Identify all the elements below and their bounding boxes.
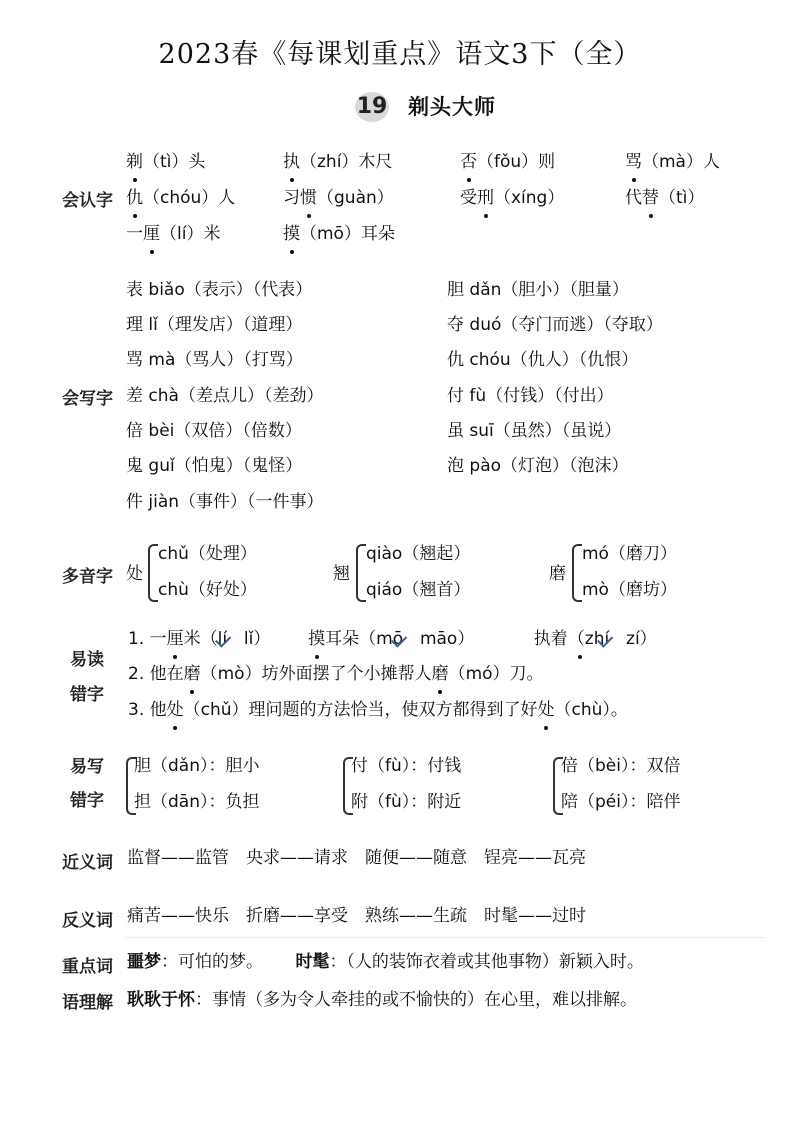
recognize-item: 剃（tì）头 (126, 148, 205, 176)
polyphone-reading: mó（磨刀） (582, 544, 677, 564)
synonyms-text: 监督——监管 央求——请求 随便——随意 锃亮——瓦亮 (127, 848, 586, 868)
section-label-write: 会写字 (62, 389, 113, 409)
write-item: 差 chà（差点儿）（差劲） (126, 386, 324, 406)
section-label-polyphone: 多音字 (62, 567, 113, 587)
miswrite-item: 担（dān）：负担 (134, 792, 260, 812)
polyphone-char: 翘 (333, 564, 350, 584)
polyphone-char: 磨 (549, 564, 566, 584)
miswrite-item: 附（fù）：附近 (351, 792, 462, 812)
recognize-item: 一厘（lí）米 (126, 220, 220, 248)
recognize-item: 习惯（guàn） (283, 184, 394, 212)
section-label-miswrite-2: 错字 (70, 791, 104, 811)
write-item: 件 jiàn（事件）（一件事） (126, 492, 324, 512)
recognize-item: 仇（chóu）人 (126, 184, 235, 212)
section-label-misread-2: 错字 (70, 685, 104, 705)
write-item: 泡 pào（灯泡）（泡沫） (447, 456, 629, 476)
section-label-antonyms: 反义词 (62, 911, 113, 931)
write-item: 鬼 guǐ（怕鬼）（鬼怪） (126, 456, 303, 476)
polyphone-reading: chù（好处） (158, 580, 257, 600)
misread-line-2: 2. 他在磨（mò）坊外面摆了个小摊帮人磨（mó）刀。 (128, 660, 544, 688)
write-item: 夺 duó（夺门而逃）（夺取） (447, 315, 663, 335)
section-label-miswrite: 易写 (70, 757, 104, 777)
polyphone-reading: qiáo（翘首） (366, 580, 471, 600)
polyphone-reading: chǔ（处理） (158, 544, 257, 564)
section-label-recognize: 会认字 (62, 191, 113, 211)
write-item: 胆 dǎn（胆小）（胆量） (447, 280, 629, 300)
key-word-line-1: 噩梦：可怕的梦。 时髦：（人的装饰衣着或其他事物）新颖入时。 (127, 952, 644, 972)
recognize-item: 受刑（xíng） (460, 184, 564, 212)
miswrite-item: 倍（bèi）：双倍 (561, 756, 681, 776)
miswrite-item: 陪（péi）：陪伴 (561, 792, 681, 812)
recognize-item: 代替（tì） (625, 184, 704, 212)
antonyms-text: 痛苦——快乐 折磨——享受 熟练——生疏 时髦——过时 (127, 906, 586, 926)
write-item: 付 fù（付钱）（付出） (447, 386, 614, 406)
key-word-line-2: 耿耿于怀：事情（多为令人牵挂的或不愉快的）在心里，难以排解。 (127, 990, 637, 1010)
recognize-item: 摸（mō）耳朵 (283, 220, 395, 248)
misread-line-1: 1. 一厘米（lí lǐ） 摸耳朵（mō māo） 执着（zhí zí） (128, 625, 657, 653)
brace-icon (572, 544, 582, 602)
recognize-item: 执（zhí）木尺 (283, 148, 392, 176)
write-item: 虽 suī（虽然）（虽说） (447, 421, 622, 441)
miswrite-item: 付（fù）：付钱 (351, 756, 462, 776)
lesson-title: 剃头大师 (408, 95, 496, 119)
recognize-item: 骂（mà）人 (625, 148, 720, 176)
polyphone-reading: qiào（翘起） (366, 544, 471, 564)
section-label-key-words-2: 语理解 (62, 993, 113, 1013)
recognize-item: 否（fǒu）则 (460, 148, 555, 176)
section-label-key-words: 重点词 (62, 957, 113, 977)
write-item: 表 biǎo（表示）（代表） (126, 280, 313, 300)
divider (125, 937, 765, 938)
brace-icon (148, 544, 158, 602)
write-item: 骂 mà（骂人）（打骂） (126, 350, 303, 370)
write-item: 倍 bèi（双倍）（倍数） (126, 421, 302, 441)
brace-icon (356, 544, 366, 602)
write-item: 理 lǐ（理发店）（道理） (126, 315, 303, 335)
section-label-synonyms: 近义词 (62, 853, 113, 873)
polyphone-char: 处 (126, 564, 143, 584)
misread-line-3: 3. 他处（chǔ）理问题的方法恰当，使双方都得到了好处（chù）。 (128, 696, 628, 724)
lesson-number-badge: 19 (355, 92, 389, 122)
write-item: 仇 chóu（仇人）（仇恨） (447, 350, 639, 370)
section-label-misread: 易读 (70, 650, 104, 670)
polyphone-reading: mò（磨坊） (582, 580, 677, 600)
miswrite-item: 胆（dǎn）：胆小 (134, 756, 260, 776)
document-title: 2023春《每课划重点》语文3下（全） (158, 39, 642, 70)
